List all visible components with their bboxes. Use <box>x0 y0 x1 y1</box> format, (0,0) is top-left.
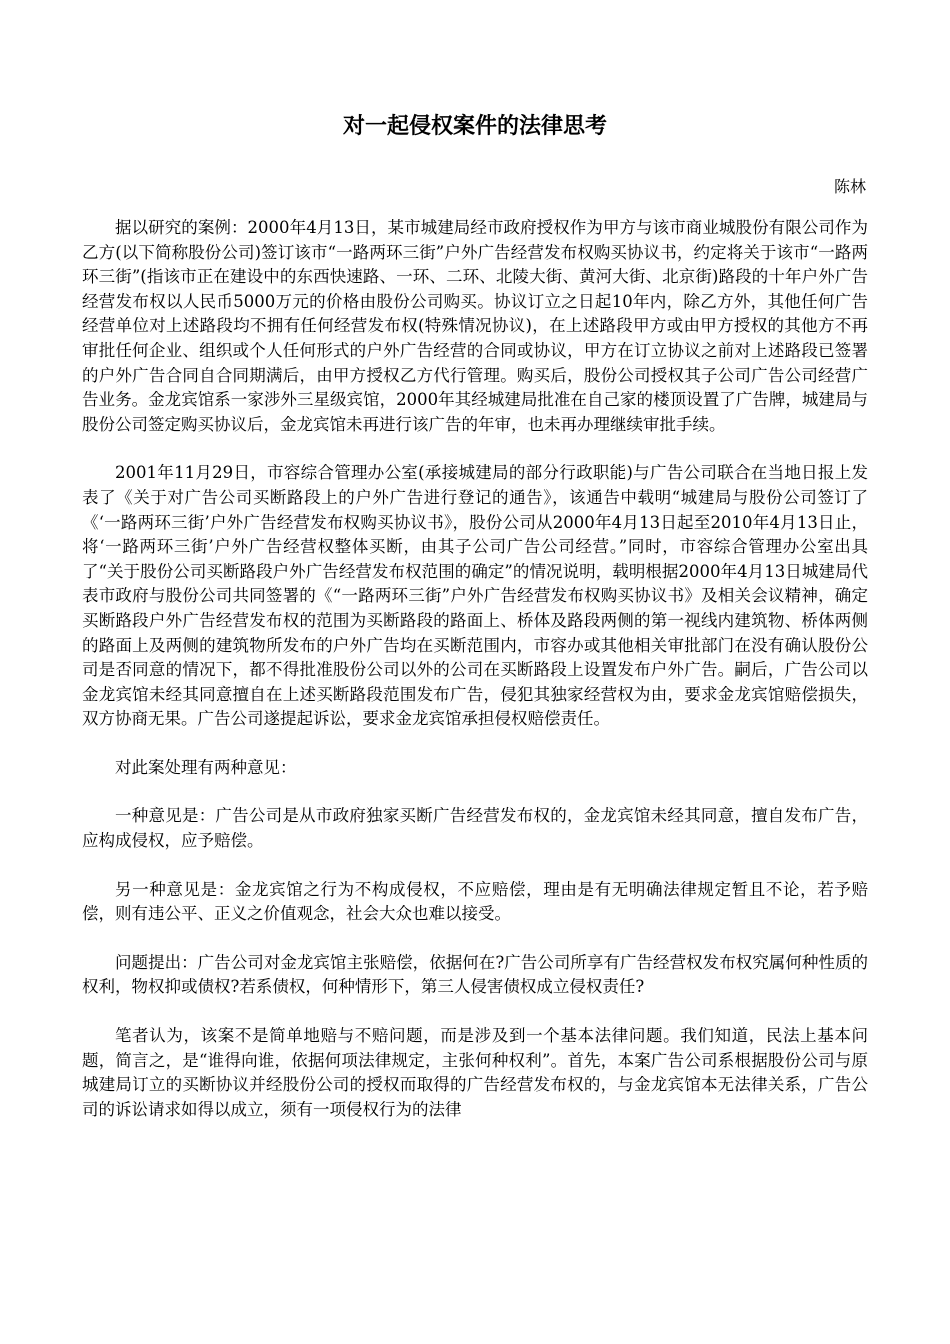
paragraph-opinion-two: 另一种意见是：金龙宾馆之行为不构成侵权，不应赔偿，理由是有无明确法律规定暂且不论，若予赔偿，则有违公平、正义之价值观念，社会大众也难以接受。 <box>82 879 868 924</box>
paragraph-case-facts: 据以研究的案例：2000年4月13日，某市城建局经市政府授权作为甲方与该市商业城股份有限公司作为乙方(以下简称股份公司)签订该市“一路两环三街”户外广告经营发布权购买协议书，约定将关于该市“一路两环三街”(指该市正在建设中的东西快速路、一环、二环、北陵大街、黄河大街、北京街)路段的十年户外广告经营发布权以人民币5000万元的价格由股份公司购买。协议订立之日起10年内，除乙方外，其他任何广告经营单位对上述路段均不拥有任何经营发布权(特殊情况协议)，在上述路段甲方或由甲方授权的其他方不再审批任何企业、组织或个人任何形式的户外广告经营的合同或协议，甲方在订立协议之前对上述路段已签署的户外广告合同自合同期满后，由甲方授权乙方代行管理。购买后，股份公司授权其子公司广告公司经营广告业务。金龙宾馆系一家涉外三星级宾馆，2000年其经城建局批准在自己家的楼顶设置了广告牌，城建局与股份公司签定购买协议后，金龙宾馆未再进行该广告的年审，也未再办理继续审批手续。 <box>82 218 868 434</box>
document-title: 对一起侵权案件的法律思考 <box>342 114 607 139</box>
paragraph-author-view: 笔者认为，该案不是简单地赔与不赔问题，而是涉及到一个基本法律问题。我们知道，民法上基本问题，简言之，是“谁得向谁，依据何项法律规定，主张何种权利”。首先，本案广告公司系根据股份公司与原城建局订立的买断协议并经股份公司的授权而取得的广告经营发布权的，与金龙宾馆本无法律关系，广告公司的诉讼请求如得以成立，须有一项侵权行为的法律 <box>82 1026 868 1119</box>
paragraph-two-opinions: 对此案处理有两种意见： <box>115 757 297 777</box>
document-body <box>82 216 868 1146</box>
paragraph-question: 问题提出：广告公司对金龙宾馆主张赔偿，依据何在?广告公司所享有广告经营权发布权究属何种性质的权利，物权抑或债权?若系债权，何种情形下，第三人侵害债权成立侵权责任? <box>82 952 868 997</box>
paragraph-opinion-one: 一种意见是：广告公司是从市政府独家买断广告经营发布权的，金龙宾馆未经其同意，擅自发布广告，应构成侵权，应予赔偿。 <box>82 806 868 851</box>
paragraph-notice: 2001年11月29日，市容综合管理办公室(承接城建局的部分行政职能)与广告公司联合在当地日报上发表了《关于对广告公司买断路段上的户外广告进行登记的通告》，该通告中载明“城建局与股份公司签订了《‘一路两环三街’户外广告经营发布权购买协议书》，股份公司从2000年4月13日起至2010年4月13日止，将‘一路两环三街’户外广告经营权整体买断，由其子公司广告公司经营。”同时，市容综合管理办公室出具了“关于股份公司买断路段户外广告经营发布权范围的确定”的情况说明，载明根据2000年4月13日城建局代表市政府与股份公司共同签署的《“一路两环三街”户外广告经营发布权购买协议书》及相关会议精神，确定买断路段户外广告经营发布权的范围为买断路段的路面上、桥体及路段两侧的第一视线内建筑物、桥体两侧的路面上及两侧的建筑物所发布的户外广告均在买断范围内，市容办或其他相关审批部门在没有确认股份公司是否同意的情况下，都不得批准股份公司以外的公司在买断路段上设置发布户外广告。嗣后，广告公司以金龙宾馆未经其同意擅自在上述买断路段范围发布广告，侵犯其独家经营权为由，要求金龙宾馆赔偿损失，双方协商无果。广告公司遂提起诉讼，要求金龙宾馆承担侵权赔偿责任。 <box>82 463 868 729</box>
author-name: 陈林 <box>833 177 866 196</box>
